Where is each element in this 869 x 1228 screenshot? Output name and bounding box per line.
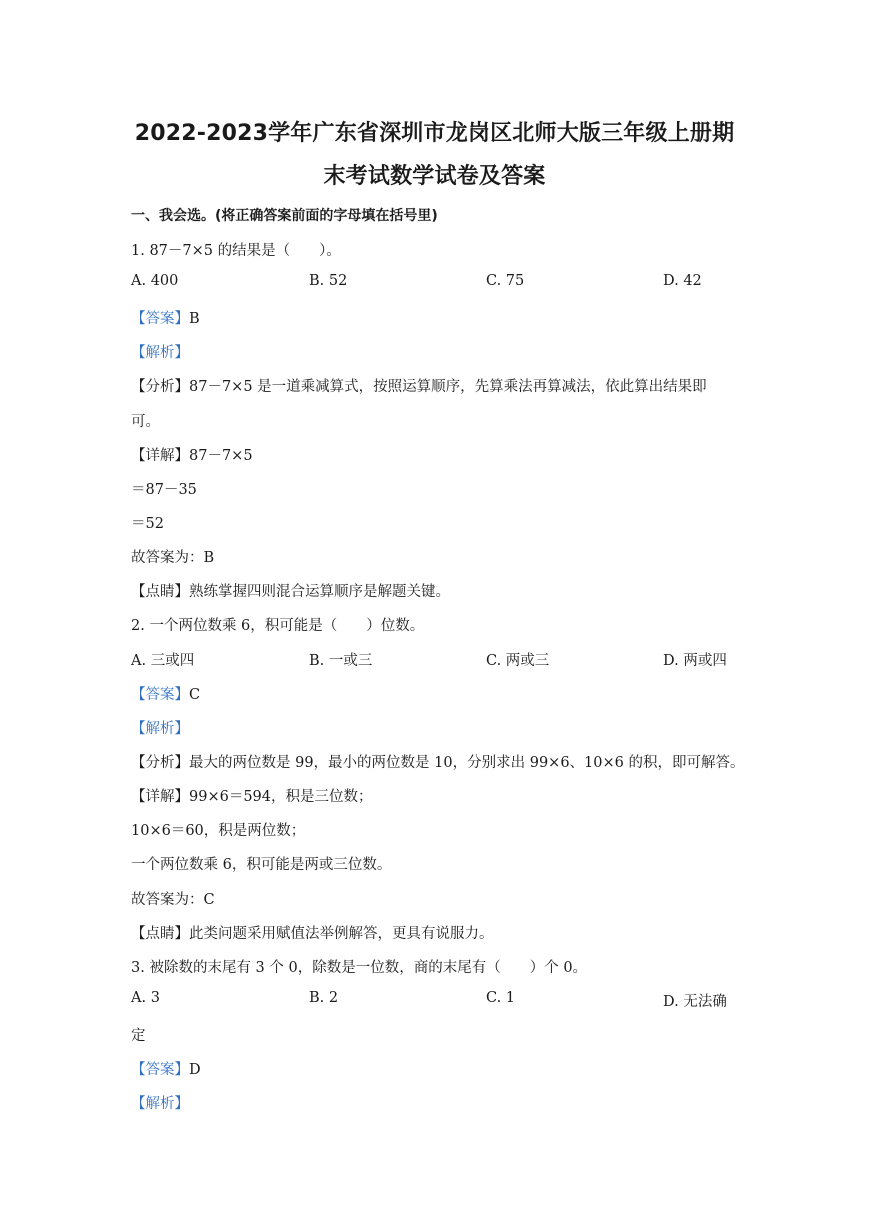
q1-option-b: B. 52	[309, 273, 348, 289]
q1-fenxi-label: 【分析】	[131, 379, 189, 395]
q1-step-1: ＝87－35	[131, 482, 197, 498]
q2-answer	[131, 683, 200, 704]
q2-step-1: 10×6＝60，积是两位数；	[131, 823, 306, 839]
q2-option-c: C. 两或三	[486, 653, 550, 669]
q2-fenxi-label: 【分析】	[131, 755, 189, 771]
q1-option-c: C. 75	[486, 273, 525, 289]
q2-dianjing	[131, 922, 494, 943]
q2-option-d: D. 两或四	[663, 653, 727, 669]
q2-xiangjie	[131, 785, 373, 806]
q1-xiangjie-label: 【详解】	[131, 448, 189, 464]
q2-stem: 2. 一个两位数乘 6，积可能是（ ）位数。	[131, 618, 425, 634]
answer-tag: 【答案】	[131, 687, 189, 703]
answer-tag: 【答案】	[131, 311, 189, 327]
q1-option-d: D. 42	[663, 273, 702, 289]
q1-dianjing-text: 熟练掌握四则混合运算顺序是解题关键。	[189, 584, 450, 600]
q1-xiangjie-text: 87－7×5	[189, 448, 253, 464]
q2-fenxi-text: 最大的两位数是 99，最小的两位数是 10，分别求出 99×6、10×6 的积，即可解答。	[189, 755, 745, 771]
q3-answer-value: D	[189, 1062, 201, 1078]
q3-stem: 3. 被除数的末尾有 3 个 0，除数是一位数，商的末尾有（ ）个 0。	[131, 960, 588, 976]
document-title-line-2: 末考试数学试卷及答案	[323, 164, 546, 189]
q1-final: 故答案为：B	[131, 550, 215, 566]
document-title-line-1: 2022-2023学年广东省深圳市龙岗区北师大版三年级上册期	[134, 121, 735, 146]
q3-analysis-tag: 【解析】	[131, 1096, 189, 1112]
q2-analysis-tag: 【解析】	[131, 721, 189, 737]
answer-tag: 【答案】	[131, 1062, 189, 1078]
q2-dianjing-text: 此类问题采用赋值法举例解答，更具有说服力。	[189, 926, 494, 942]
q1-fenxi-1	[131, 375, 707, 396]
q1-stem: 1. 87－7×5 的结果是（ ）。	[131, 243, 341, 259]
q1-option-a: A. 400	[131, 273, 179, 289]
q3-option-b: B. 2	[309, 990, 339, 1006]
q1-step-2: ＝52	[131, 516, 164, 532]
q1-dianjing-label: 【点睛】	[131, 584, 189, 600]
q1-answer-value: B	[189, 311, 200, 327]
q2-option-b: B. 一或三	[309, 653, 373, 669]
q2-step-2: 一个两位数乘 6，积可能是两或三位数。	[131, 857, 392, 873]
q2-xiangjie-label: 【详解】	[131, 789, 189, 805]
q1-xiangjie	[131, 444, 253, 465]
q2-option-a: A. 三或四	[131, 653, 195, 669]
q2-xiangjie-text: 99×6＝594，积是三位数；	[189, 789, 373, 805]
q3-option-a: A. 3	[131, 990, 160, 1006]
q1-fenxi-2: 可。	[131, 414, 160, 430]
q1-fenxi-text: 87－7×5 是一道乘减算式，按照运算顺序，先算乘法再算减法，依此算出结果即	[189, 379, 707, 395]
q2-dianjing-label: 【点睛】	[131, 926, 189, 942]
q3-option-d-wrap: 定	[131, 1028, 146, 1044]
section-heading: 一、我会选。(将正确答案前面的字母填在括号里)	[131, 208, 438, 224]
q3-answer	[131, 1058, 201, 1079]
q1-dianjing	[131, 580, 450, 601]
q1-answer	[131, 307, 200, 328]
q2-final: 故答案为：C	[131, 892, 215, 908]
q3-option-c: C. 1	[486, 990, 516, 1006]
q3-option-d: D. 无法确	[663, 994, 727, 1010]
q1-analysis-tag: 【解析】	[131, 345, 189, 361]
q2-answer-value: C	[189, 687, 201, 703]
q2-fenxi	[131, 751, 745, 772]
